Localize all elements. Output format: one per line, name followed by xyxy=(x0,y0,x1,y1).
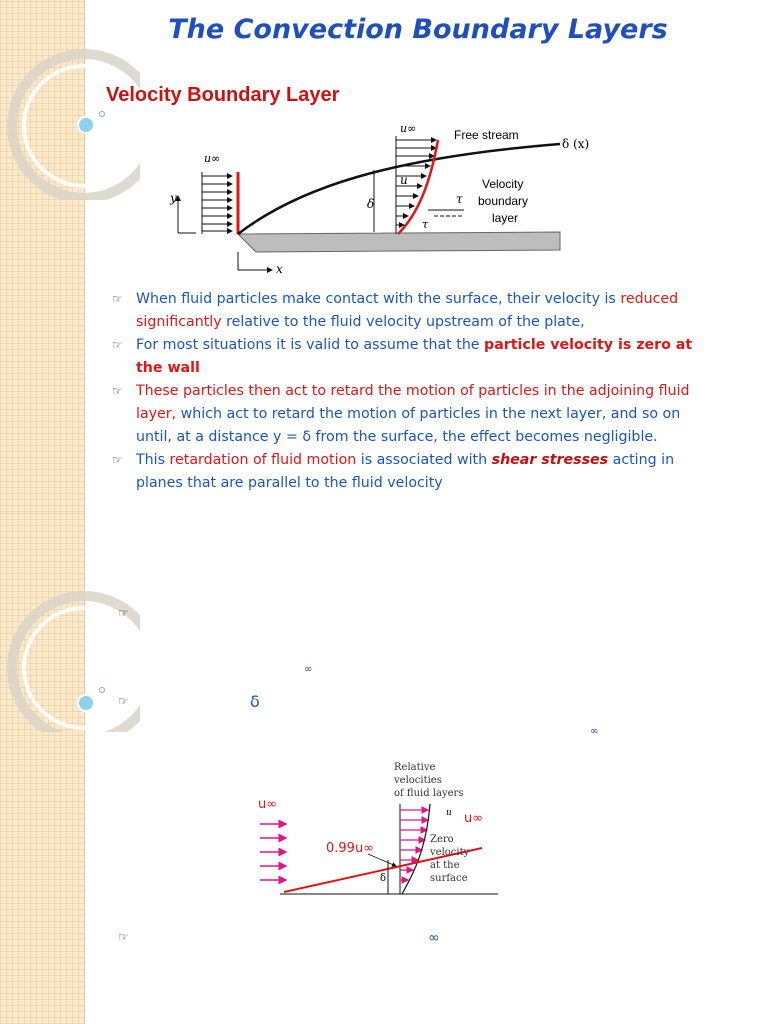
bullet-dot-icon xyxy=(78,117,94,133)
bullet-item-2: ☞ For most situations it is valid to assume that the particle velocity is zero at the wall xyxy=(112,334,712,380)
infinity-symbol: ∞ xyxy=(428,930,440,946)
vbl-label-2: boundary xyxy=(478,194,529,208)
zero-label-1: Zero xyxy=(430,834,454,845)
relative-label-1: Relative xyxy=(394,762,436,773)
delta-symbol: δ xyxy=(250,692,260,711)
u-inf-right-label: u∞ xyxy=(464,811,484,826)
boundary-layer-figure xyxy=(168,118,608,278)
relative-velocity-figure xyxy=(250,756,500,901)
u-label: u xyxy=(400,173,408,187)
bullet-item-3: ☞ These particles then act to retard the motion of particles in the adjoining fluid layer, which act to retard the motion of particles in the next layer, and so on until, at a distance y = δ from the surface, the effect becomes negligible. xyxy=(112,380,712,449)
u-label: u xyxy=(446,808,452,818)
page-title: The Convection Boundary Layers xyxy=(168,14,668,45)
relative-label-3: of fluid layers xyxy=(394,788,464,799)
tau-wall-label: τ xyxy=(422,218,429,231)
pointing-hand-icon: ☞ xyxy=(112,338,123,352)
bullet-list xyxy=(112,288,712,495)
zero-label-4: surface xyxy=(430,873,468,884)
zero-label-3: at the xyxy=(430,860,460,871)
vbl-label-3: layer xyxy=(492,211,519,225)
u-inf-left-label: u∞ xyxy=(258,797,278,812)
x-axis-label: x xyxy=(276,262,283,276)
u-inf-left-label: u∞ xyxy=(204,152,221,165)
tau-label: τ xyxy=(456,192,463,206)
bullet-dot-icon xyxy=(78,695,94,711)
pointing-hand-icon: ☞ xyxy=(118,606,129,620)
plate-shape xyxy=(238,232,560,252)
velocity-profile-curve xyxy=(398,140,438,234)
free-stream-label: Free stream xyxy=(454,128,519,142)
y-axis-label: y xyxy=(170,191,177,205)
delta-x-label: δ (x) xyxy=(562,137,590,151)
vbl-label-1: Velocity xyxy=(482,177,524,191)
bullet-item-4: ☞ This retardation of fluid motion is associated with shear stresses acting in planes that are parallel to the fluid velocity xyxy=(112,449,712,495)
pointing-hand-icon: ☞ xyxy=(118,930,129,944)
pointing-hand-icon: ☞ xyxy=(112,292,123,306)
pointing-hand-icon: ☞ xyxy=(112,384,123,398)
pointing-hand-icon: ☞ xyxy=(118,694,129,708)
u099-label: 0.99u∞ xyxy=(326,841,375,856)
infinity-symbol: ∞ xyxy=(304,664,313,675)
pointing-hand-icon: ☞ xyxy=(112,453,123,467)
u-inf-top-label: u∞ xyxy=(400,122,417,135)
delta-label: δ xyxy=(367,197,375,211)
upstream-velocity-arrows xyxy=(202,176,232,231)
zero-label-2: velocity xyxy=(430,847,470,858)
section-subtitle: Velocity Boundary Layer xyxy=(106,84,340,106)
relative-label-2: velocities xyxy=(394,775,442,786)
freestream-arrows xyxy=(260,824,286,880)
delta-label: δ xyxy=(380,873,387,884)
bullet-item-1: ☞ When fluid particles make contact with the surface, their velocity is reduced significantly relative to the fluid velocity upstream of the plate, xyxy=(112,288,712,334)
infinity-symbol: ∞ xyxy=(590,726,599,737)
